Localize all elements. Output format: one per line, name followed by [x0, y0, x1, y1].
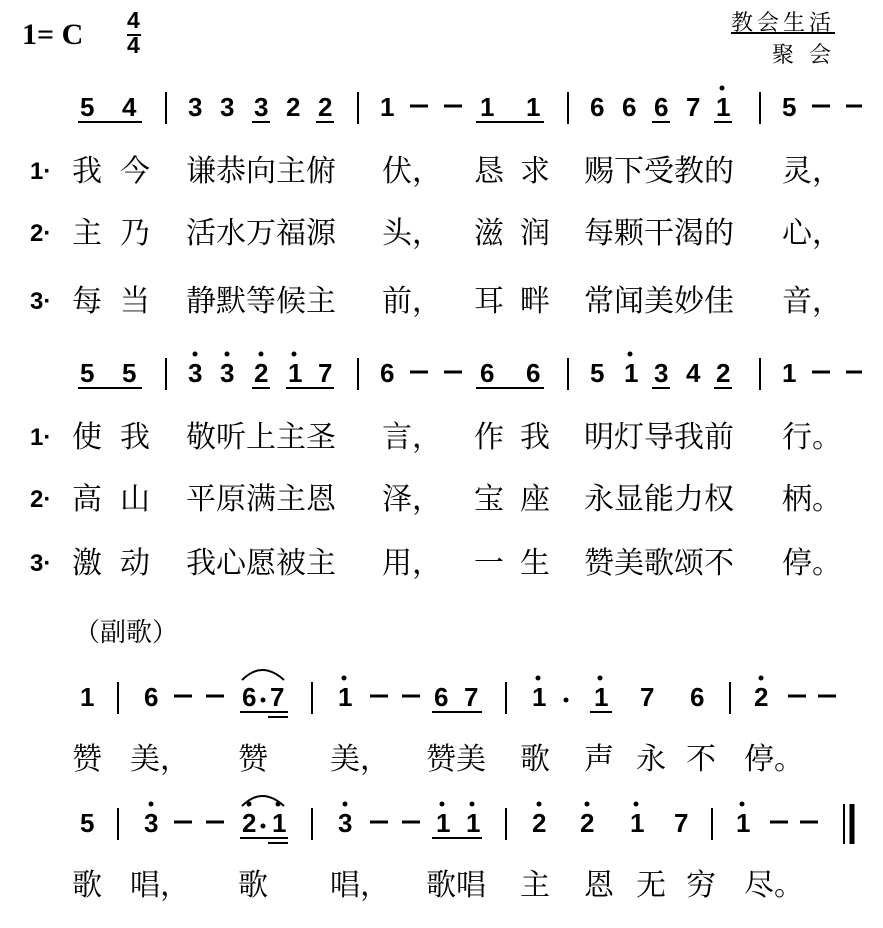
verse-number: 1· — [30, 424, 52, 451]
svg-text:1: 1 — [532, 682, 547, 712]
svg-text:3: 3 — [220, 358, 235, 388]
verse-number: 3· — [30, 550, 52, 577]
verse-number: 2· — [30, 486, 52, 513]
svg-text:3: 3 — [144, 808, 159, 838]
source-line-1: 教会生活 — [730, 11, 835, 36]
measure-1-5 — [782, 92, 862, 122]
svg-text:7: 7 — [464, 682, 479, 712]
svg-text:2: 2 — [286, 92, 301, 122]
svg-text:5: 5 — [590, 358, 605, 388]
svg-text:7: 7 — [270, 682, 285, 712]
time-signature-top: 4 — [127, 7, 140, 33]
svg-text:6: 6 — [380, 358, 395, 388]
svg-text:2: 2 — [532, 808, 547, 838]
key-signature: 1= C — [22, 18, 84, 51]
svg-text:7: 7 — [640, 682, 655, 712]
verse-number: 1· — [30, 158, 52, 185]
svg-text:1: 1 — [288, 358, 303, 388]
svg-text:6: 6 — [242, 682, 257, 712]
svg-text:1: 1 — [624, 358, 639, 388]
svg-text:2: 2 — [754, 682, 769, 712]
measure-pickup-1 — [78, 92, 142, 122]
verse-2-line-1: 2· 主 乃 活水万福源 头， 滋 润 每颗干渴的 心， — [0, 214, 883, 254]
chorus-line-1: 赞 美， 赞 美， 赞美 歌 声 永 不 停。 — [72, 742, 804, 777]
svg-text:1: 1 — [594, 682, 609, 712]
svg-text:7: 7 — [686, 92, 701, 122]
svg-text:1: 1 — [480, 92, 495, 122]
verse-3-line-2: 3· 激 动 我心愿被主 用， 一 生 赞美歌颂不 停。 — [0, 544, 883, 584]
verse-1-line-1: 1· 我 今 谦恭向主俯 伏， 恳 求 赐下受教的 灵， — [0, 152, 883, 192]
svg-text:1: 1 — [466, 808, 481, 838]
svg-text:1: 1 — [272, 808, 287, 838]
svg-text:3: 3 — [220, 92, 235, 122]
verse-number: 3· — [30, 288, 52, 315]
svg-text:6: 6 — [690, 682, 705, 712]
svg-text:1: 1 — [436, 808, 451, 838]
svg-text:3: 3 — [654, 358, 669, 388]
notation-row-1 — [0, 92, 883, 132]
svg-text:5: 5 — [80, 808, 95, 838]
svg-text:6: 6 — [526, 358, 541, 388]
verse-1-line-2: 1· 使 我 敬听上主圣 言， 作 我 明灯导我前 行。 — [0, 418, 883, 458]
svg-text:4: 4 — [686, 358, 701, 388]
svg-text:1: 1 — [80, 682, 95, 712]
chorus-label: （副歌） — [74, 618, 179, 648]
svg-text:6: 6 — [434, 682, 449, 712]
svg-text:2: 2 — [716, 358, 731, 388]
svg-text:3: 3 — [188, 358, 203, 388]
svg-text:5: 5 — [122, 358, 137, 388]
svg-text:1: 1 — [526, 92, 541, 122]
svg-text:1: 1 — [782, 358, 797, 388]
svg-text:2: 2 — [242, 808, 257, 838]
notation-row-4 — [0, 808, 883, 848]
svg-text:5: 5 — [782, 92, 797, 122]
verse-2-line-2: 2· 高 山 平原满主恩 泽， 宝 座 永显能力权 柄。 — [0, 480, 883, 520]
svg-text:1: 1 — [716, 92, 731, 122]
chorus-line-2: 歌 唱， 歌 唱， 歌唱 主 恩 无 穷 尽。 — [72, 868, 804, 903]
svg-text:1: 1 — [736, 808, 751, 838]
svg-text:4: 4 — [122, 92, 137, 122]
verse-3-line-1: 3· 每 当 静默等候主 前， 耳 畔 常闻美妙佳 音， — [0, 282, 883, 322]
svg-text:6: 6 — [622, 92, 637, 122]
svg-text:6: 6 — [590, 92, 605, 122]
svg-text:6: 6 — [144, 682, 159, 712]
svg-text:7: 7 — [318, 358, 333, 388]
svg-text:1: 1 — [380, 92, 395, 122]
notation-row-3 — [0, 682, 883, 722]
svg-text:1: 1 — [338, 682, 353, 712]
svg-text:5: 5 — [80, 92, 95, 122]
svg-text:6: 6 — [480, 358, 495, 388]
svg-text:3: 3 — [254, 92, 269, 122]
source-line-2: 聚 会 — [772, 43, 835, 68]
measure-1-3 — [380, 92, 544, 122]
svg-text:2: 2 — [318, 92, 333, 122]
svg-text:2: 2 — [254, 358, 269, 388]
svg-text:7: 7 — [674, 808, 689, 838]
notation-row-2 — [0, 358, 883, 398]
measure-1-4 — [590, 86, 732, 123]
svg-text:2: 2 — [580, 808, 595, 838]
svg-text:6: 6 — [654, 92, 669, 122]
svg-text:1: 1 — [630, 808, 645, 838]
svg-text:5: 5 — [80, 358, 95, 388]
svg-text:3: 3 — [338, 808, 353, 838]
verse-number: 2· — [30, 220, 52, 247]
measure-1-2 — [188, 92, 334, 122]
time-signature-bottom: 4 — [127, 32, 140, 58]
svg-text:3: 3 — [188, 92, 203, 122]
